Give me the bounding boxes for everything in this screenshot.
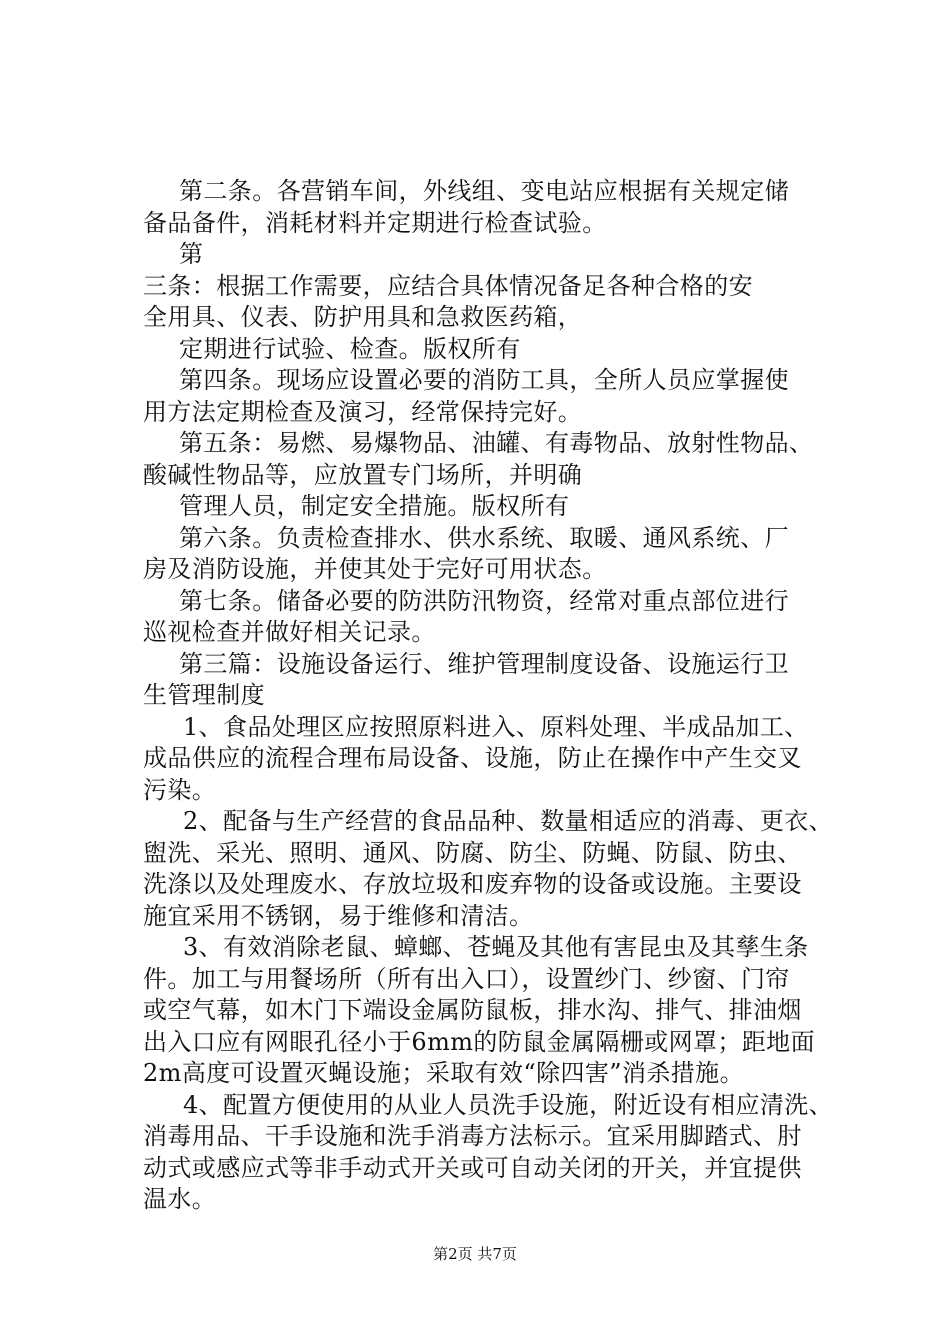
text-line: 第三篇：设施设备运行、维护管理制度设备、设施运行卫 <box>179 649 789 678</box>
text-line: 施宜采用不锈钢，易于维修和清洁。 <box>143 901 534 930</box>
text-line: 巡视检查并做好相关记录。 <box>143 618 436 646</box>
text-line: 第五条：易燃、易爆物品、油罐、有毒物品、放射性物品、 <box>179 429 814 457</box>
page-number-footer: 第2页 共7页 <box>433 1245 517 1263</box>
text-line: 温水。 <box>143 1185 217 1213</box>
text-line: 定期进行试验、检查。版权所有 <box>179 334 521 363</box>
text-line: 第二条。各营销车间，外线组、变电站应根据有关规定储 <box>179 177 789 205</box>
text-line: 用方法定期检查及演习，经常保持完好。 <box>143 397 583 426</box>
text-line: 第 <box>179 240 204 268</box>
document-body <box>143 176 843 1216</box>
text-line: 2m高度可设置灭蝇设施；采取有效“除四害”消杀措施。 <box>143 1059 744 1087</box>
text-line: 4、配置方便使用的从业人员洗手设施，附近设有相应清洗、 <box>183 1090 834 1119</box>
text-line: 管理人员，制定安全措施。版权所有 <box>179 492 570 520</box>
text-line: 第六条。负责检查排水、供水系统、取暖、通风系统、厂 <box>179 523 789 552</box>
text-line: 1、食品处理区应按照原料进入、原料处理、半成品加工、 <box>183 712 809 741</box>
text-line: 三条：根据工作需要，应结合具体情况备足各种合格的安 <box>143 271 753 300</box>
text-line: 第四条。现场应设置必要的消防工具，全所人员应掌握使 <box>179 366 789 394</box>
text-line: 污染。 <box>143 775 217 804</box>
text-line: 第七条。储备必要的防洪防汛物资，经常对重点部位进行 <box>179 586 789 615</box>
text-line: 动式或感应式等非手动式开关或可自动关闭的开关，并宜提供 <box>143 1153 802 1182</box>
text-line: 2、配备与生产经营的食品品种、数量相适应的消毒、更衣、 <box>183 807 834 835</box>
text-line: 件。加工与用餐场所（所有出入口），设置纱门、纱窗、门帘 <box>143 964 790 993</box>
text-line: 消毒用品、干手设施和洗手消毒方法标示。宜采用脚踏式、肘 <box>143 1122 802 1150</box>
text-line: 房及消防设施，并使其处于完好可用状态。 <box>143 555 607 583</box>
text-line: 盥洗、采光、照明、通风、防腐、防尘、防蝇、防鼠、防虫、 <box>143 838 802 867</box>
text-line: 酸碱性物品等，应放置专门场所，并明确 <box>143 460 583 489</box>
text-line: 或空气幕，如木门下端设金属防鼠板，排水沟、排气、排油烟 <box>143 996 802 1024</box>
text-line: 备品备件，消耗材料并定期进行检查试验。 <box>143 208 607 237</box>
text-line: 成品供应的流程合理布局设备、设施，防止在操作中产生交叉 <box>143 744 802 772</box>
text-line: 洗涤以及处理废水、存放垃圾和废弃物的设备或设施。主要设 <box>143 870 802 898</box>
text-line: 出入口应有网眼孔径小于6mm的防鼠金属隔栅或网罩；距地面 <box>143 1027 815 1056</box>
text-line: 全用具、仪表、防护用具和急救医药箱， <box>143 303 583 331</box>
text-line: 生管理制度 <box>143 681 265 709</box>
text-line: 3、有效消除老鼠、蟑螂、苍蝇及其他有害昆虫及其孳生条 <box>183 933 809 961</box>
